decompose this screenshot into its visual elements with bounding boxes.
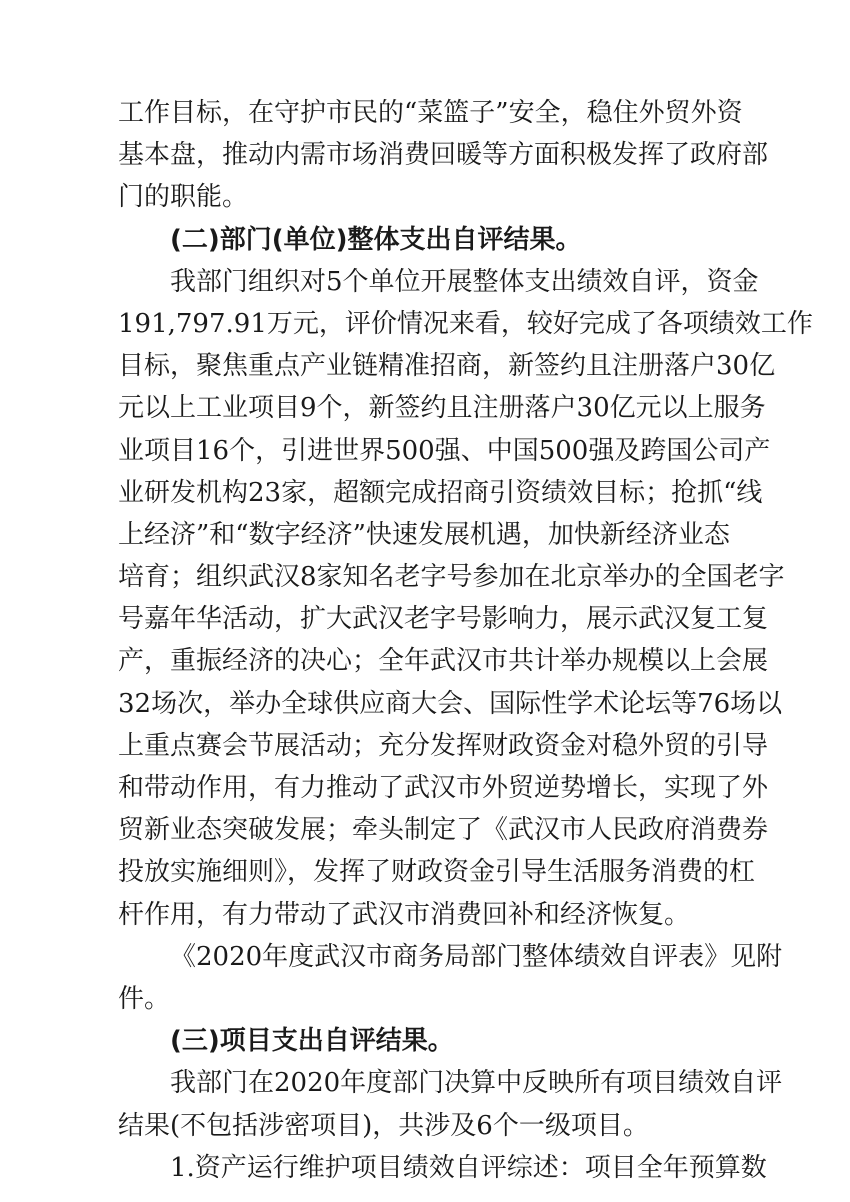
paragraph-line: 上重点赛会节展活动；充分发挥财政资金对稳外贸的引导 bbox=[118, 730, 769, 761]
paragraph-line: 业研发机构23家，超额完成招商引资绩效目标；抢抓“线 bbox=[118, 477, 763, 508]
paragraph-line: 投放实施细则》，发挥了财政资金引导生活服务消费的杠 bbox=[118, 857, 756, 888]
paragraph-line: 结果(不包括涉密项目)，共涉及6个一级项目。 bbox=[118, 1110, 649, 1141]
paragraph-line: 业项目16个，引进世界500强、中国500强及跨国公司产 bbox=[118, 435, 771, 466]
paragraph-line: 号嘉年华活动，扩大武汉老字号影响力，展示武汉复工复 bbox=[118, 604, 769, 635]
paragraph-line: 贸新业态突破发展；牵头制定了《武汉市人民政府消费券 bbox=[118, 815, 769, 846]
paragraph-line: 工作目标，在守护市民的“菜篮子”安全，稳住外贸外资 bbox=[118, 98, 743, 128]
paragraph-line: 件。 bbox=[118, 983, 171, 1014]
paragraph-line: 产，重振经济的决心；全年武汉市共计举办规模以上会展 bbox=[118, 646, 769, 677]
paragraph-line: 培育；组织武汉8家知名老字号参加在北京举办的全国老字 bbox=[118, 562, 785, 593]
paragraph-line: 元以上工业项目9个，新签约且注册落户30亿元以上服务 bbox=[118, 393, 766, 424]
paragraph-line: 目标，聚焦重点产业链精准招商，新签约且注册落户30亿 bbox=[118, 351, 776, 382]
section-heading: (二)部门(单位)整体支出自评结果。 bbox=[170, 224, 582, 255]
paragraph-line: 杆作用，有力带动了武汉市消费回补和经济恢复。 bbox=[118, 899, 691, 930]
paragraph-line: 《2020年度武汉市商务局部门整体绩效自评表》见附 bbox=[170, 941, 783, 972]
paragraph-line: 门的职能。 bbox=[118, 182, 249, 213]
paragraph-line: 我部门在2020年度部门决算中反映所有项目绩效自评 bbox=[170, 1068, 783, 1099]
paragraph-line: 191,797.91万元，评价情况来看，较好完成了各项绩效工作 bbox=[118, 308, 813, 339]
section-heading: (三)项目支出自评结果。 bbox=[170, 1026, 454, 1057]
body-text bbox=[118, 92, 813, 1189]
paragraph-line: 32场次，举办全球供应商大会、国际性学术论坛等76场以 bbox=[118, 688, 783, 719]
paragraph-line: 上经济”和“数字经济”快速发展机遇，加快新经济业态 bbox=[118, 519, 730, 550]
paragraph-line: 我部门组织对5个单位开展整体支出绩效自评，资金 bbox=[170, 266, 759, 297]
paragraph-line: 1.资产运行维护项目绩效自评综述：项目全年预算数 bbox=[170, 1152, 767, 1183]
paragraph-line: 基本盘，推动内需市场消费回暖等方面积极发挥了政府部 bbox=[118, 140, 769, 171]
paragraph-line: 和带动作用，有力推动了武汉市外贸逆势增长，实现了外 bbox=[118, 773, 769, 803]
